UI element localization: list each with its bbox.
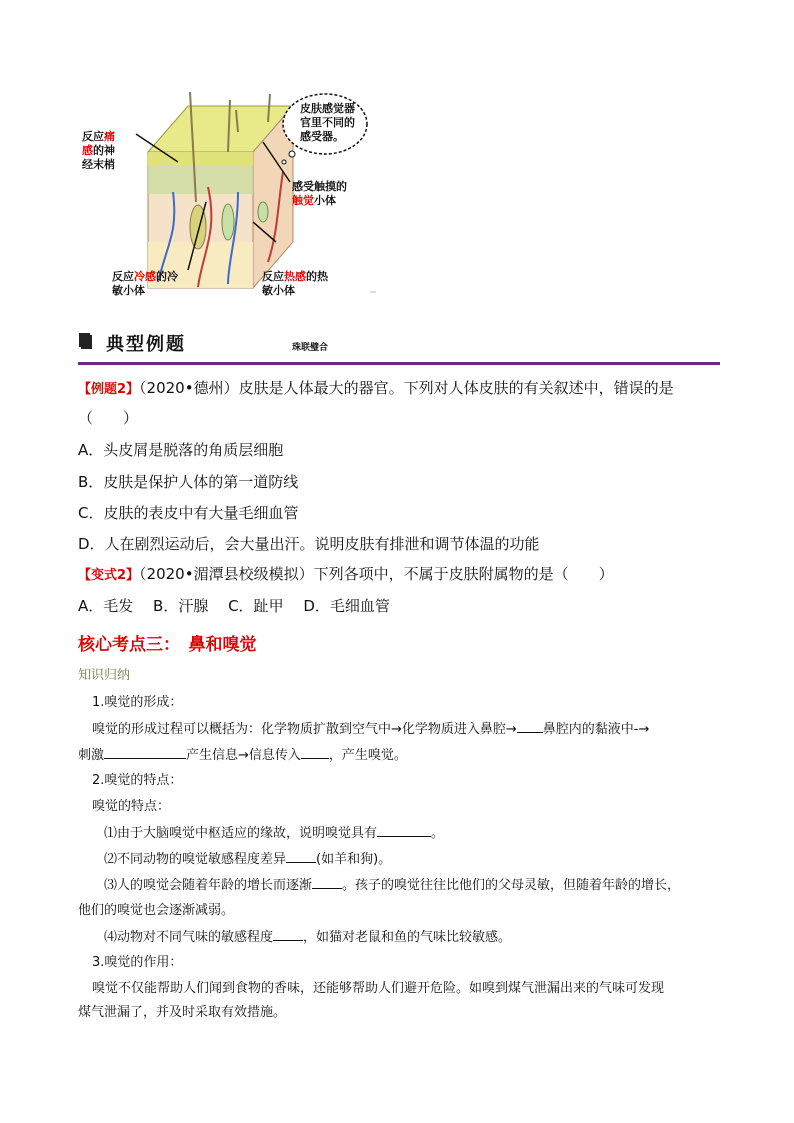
cold-label-line2: 敏小体 (112, 284, 145, 297)
knowledge-summary-label: 知识归纳 (78, 668, 131, 683)
pain-label-line2: 感的神 (82, 144, 115, 157)
example2-option-a: A．头皮屑是脱落的角质层细胞 (78, 441, 284, 459)
example2-option-d: D．人在剧烈运动后，会大量出汗。说明皮肤有排泄和调节体温的功能 (78, 535, 540, 553)
section-subtitle: 珠联璧合 (292, 343, 329, 353)
s2-sub: 嗅觉的特点： (92, 799, 171, 814)
bubble-text-line2: 官里不同的 (300, 116, 355, 129)
heat-label-line2: 敏小体 (262, 284, 295, 297)
example2-option-b: B．皮肤是保护人体的第一道防线 (78, 473, 299, 491)
skin-sensory-figure (78, 92, 378, 298)
bubble-text-line3: 感受器。 (300, 130, 344, 143)
s1-title: 1.嗅觉的形成： (92, 695, 183, 710)
s2-item4: ⑷动物对不同气味的敏感程度 ，如猫对老鼠和鱼的气味比较敏感。 (104, 930, 512, 945)
s3-line2: 煤气泄漏了，并及时采取有效措施。 (78, 1005, 287, 1020)
example2-paren: （ ） (78, 409, 139, 427)
section-title: 典型例题 (106, 334, 186, 355)
example2-option-c: C．皮肤的表皮中有大量毛细血管 (78, 504, 299, 522)
s2-item3-cont: 他们的嗅觉也会逐渐减弱。 (78, 903, 235, 918)
book-icon (78, 332, 94, 350)
variant2-options: A．毛发 B．汗腺 C．趾甲 D．毛细血管 (78, 597, 390, 615)
s1-line1: 嗅觉的形成过程可以概括为：化学物质扩散到空气中→化学物质进入鼻腔→ 鼻腔内的黏液中-→ (92, 722, 650, 737)
section-divider (78, 362, 720, 365)
s2-title: 2.嗅觉的特点： (92, 773, 183, 788)
section-header (78, 326, 718, 366)
s2-item1: ⑴由于大脑嗅觉中枢适应的缘故，说明嗅觉具有 。 (104, 826, 445, 841)
cold-label-line1: 反应冷感的冷 (112, 270, 178, 283)
pain-label-line3: 经末梢 (82, 158, 115, 171)
core-point-3-title: 核心考点三： 鼻和嗅觉 (78, 635, 257, 655)
s3-line1: 嗅觉不仅能帮助人们闻到食物的香味，还能够帮助人们避开危险。如嗅到煤气泄漏出来的气味可发现 (92, 981, 665, 996)
bubble-text-line1: 皮肤感觉器 (300, 102, 355, 115)
variant2-stem: 【变式2】（2020•湄潭县校级模拟）下列各项中，不属于皮肤附属物的是（ ） (78, 565, 614, 583)
s3-title: 3.嗅觉的作用： (92, 955, 183, 970)
pain-label-line1: 反应痛 (82, 130, 115, 143)
touch-label-line1: 感受触摸的 (292, 180, 347, 193)
heat-label-line1: 反应热感的热 (262, 270, 328, 283)
example2-stem: 【例题2】（2020•德州）皮肤是人体最大的器官。下列对人体皮肤的有关叙述中，错误的是 (78, 379, 674, 397)
s2-item2: ⑵不同动物的嗅觉敏感程度差异 (如羊和狗)。 (104, 852, 392, 867)
s1-line2: 刺激 产生信息→信息传入 ，产生嗅觉。 (78, 748, 407, 763)
touch-label-line2: 触觉小体 (292, 194, 336, 207)
s2-item3: ⑶人的嗅觉会随着年龄的增长而逐渐 。孩子的嗅觉往往比他们的父母灵敏，但随着年龄的增长， (104, 878, 681, 893)
